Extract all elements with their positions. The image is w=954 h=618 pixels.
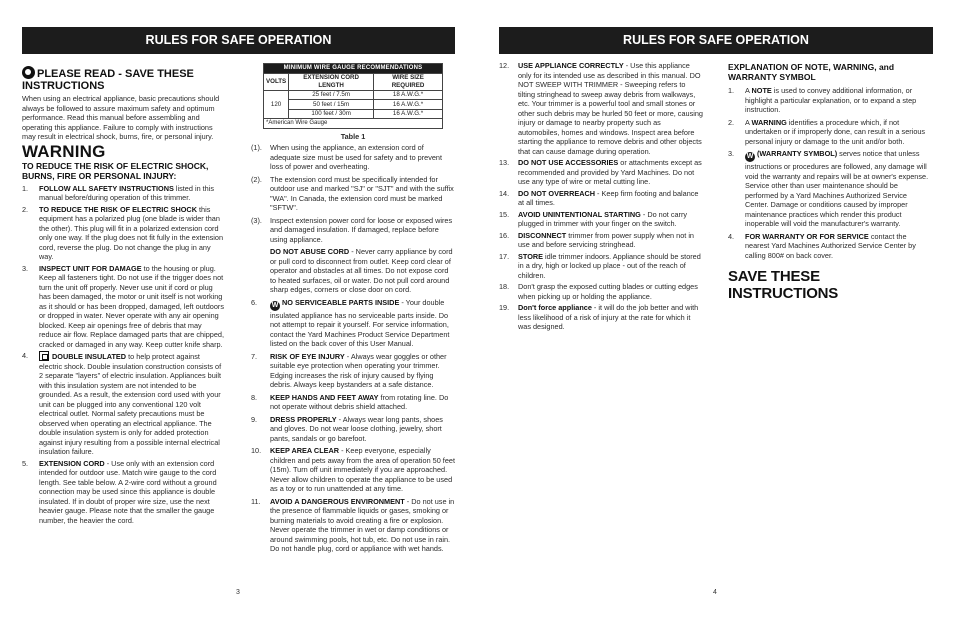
list-item: 1. FOLLOW ALL SAFETY INSTRUCTIONS listed in this manual before/during operation of this trimmer. (22, 183, 215, 202)
list-item: 13. DO NOT USE ACCESSORIES or attachments except as recommended and provided by Yard Machines. Do not use any type of wire or metal cutting line. (499, 158, 702, 186)
right-header: RULES FOR SAFE OPERATION (499, 27, 933, 54)
double-insulated-icon (39, 351, 49, 361)
list-item: 1. A NOTE is used to convey additional information, or highlight a particular explanation, or to expand a step instruction. (728, 86, 917, 114)
list-item: 2. TO REDUCE THE RISK OF ELECTRIC SHOCK this equipment has a polarized plug (one blade is wider than the other). This plug will fit in a polarized extension cord only one way. If the plug does not fit fully in the extension cord, reverse the plug. Do not change the plug in any way. (22, 204, 224, 261)
table-footnote: *American Wire Gauge (264, 119, 443, 129)
list-item: 14. DO NOT OVERREACH - Keep firm footing and balance at all times. (499, 188, 699, 207)
list-item: 6. W NO SERVICEABLE PARTS INSIDE - Your double insulated appliance has no serviceable parts inside. Do not attempt to repair it yourself. For service information, contact the Yard Machines Product Service Department listed on the back cover of this User Manual. (251, 297, 450, 348)
safety-alert-icon (22, 66, 35, 79)
page-number: 4 (713, 589, 717, 596)
save-instructions-title: SAVE THESE INSTRUCTIONS (728, 268, 839, 302)
left-col2 (251, 63, 455, 554)
list-item: 5. EXTENSION CORD - Use only with an extension cord intended for outdoor use. Match wire gauge to the cord length. See table below. A 2-wire cord without a ground connection may be used since this appliance is double insulated. If in doubt of proper wire size, use the next heavier gauge. Please note that the smaller the gauge number, the heavier the cord. (22, 458, 217, 525)
warranty-icon: W (271, 301, 279, 309)
list-item: 11. AVOID A DANGEROUS ENVIRONMENT - Do not use in the presence of flammable liquids or gases, smoking or burning materials to avoid creating a fire or explosion. Never operate the trimmer in wet or damp conditions or around swimming pools, hot tub, etc. Do not use in rain. Do not handle plug, cord or appliance with wet hands. (251, 496, 455, 553)
table-caption: Table 1 (340, 131, 366, 141)
list-item: 18. Don't grasp the exposed cutting blades or cutting edges when picking up or holding the appliance. (499, 282, 698, 301)
list-item: 8. KEEP HANDS AND FEET AWAY from rotating line. Do not operate without debris shield attached. (251, 392, 449, 411)
table-header-size: WIRE SIZE REQUIRED (374, 73, 443, 90)
table-header-length: EXTENSION CORD LENGTH (289, 73, 374, 90)
page-number: 3 (236, 589, 240, 596)
table-cell-volts: 120 (264, 90, 289, 119)
list-item: (1). When using the appliance, an extension cord of adequate size must be used for safety and to prevent loss of power and overheating. (251, 143, 442, 171)
intro-paragraph: When using an electrical appliance, basic precautions should always be followed to assure maximum safety and optimum performance. Read this manual before assembling and operating this appliance. Failure to comply with instructions may result in electrical shock, burns, fire, or personal injury. (22, 94, 220, 141)
table-header-volts: VOLTS (264, 73, 289, 90)
table-row: 50 feet / 15m 16 A.W.G.* (264, 100, 443, 110)
list-item: 17. STORE idle trimmer indoors. Appliance should be stored in a dry, high or locked up place - out of the reach of children. (499, 251, 701, 280)
list-item: 2. A WARNING identifies a procedure which, if not undertaken or if improperly done, can result in a serious personal injury or damage to the unit and/or both. (728, 117, 926, 146)
right-page (477, 0, 954, 618)
wire-gauge-table (263, 63, 443, 129)
list-item: 19. Don't force appliance - it will do the job better and with less likelihood of a risk of injury at the rate for which it was designed. (499, 303, 699, 331)
list-item: 16. DISCONNECT trimmer from power supply when not in use and before servicing stringhead. (499, 230, 694, 249)
right-col1 (499, 61, 703, 332)
list-item: (3). Inspect extension power cord for loose or exposed wires and damaged insulation. If damaged, replace before using appliance. (251, 215, 453, 244)
table-title: MINIMUM WIRE GAUGE RECOMMENDATIONS (264, 64, 443, 74)
table-row: 120 25 feet / 7.5m 18 A.W.G.* (264, 90, 443, 100)
left-header: RULES FOR SAFE OPERATION (22, 27, 455, 54)
table-row: 100 feet / 30m 16 A.W.G.* (264, 109, 443, 119)
warning-subheading: TO REDUCE THE RISK OF ELECTRIC SHOCK, BURNS, FIRE OR PERSONAL INJURY: (22, 160, 209, 181)
list-item: 3. INSPECT UNIT FOR DAMAGE to the housing or plug. Keep all fasteners tight. Do not use if the trigger does not turn the unit off properly. Never use unit if cord or plug has been damaged, the motor or unit itself is not working as it should or has been dropped, damaged, left outdoors or dropped in water. Never operate with any air opening blocked. Keep air openings free of debris that may reduce air flow. Replace damaged parts that are chipped, cracked or damaged in any way. Keep cutter knife sharp. (22, 263, 224, 349)
left-col1 (22, 66, 225, 525)
list-item: (2). The extension cord must be specifically intended for outdoor use and marked "SJ" or "SJT" and with the suffix "WA". In Canada, the extension cord must be marked "SFTW". (251, 174, 454, 212)
right-col2 (728, 62, 932, 302)
abuse-cord-paragraph: DO NOT ABUSE CORD - Never carry appliance by cord or pull cord to disconnect from outlet. Keep cord clear of operator and obstacles at all times. Do not expose cord to heated surfaces, oil or water. Do not pull cord around sharp edges, corners or close door on cord. (270, 247, 453, 294)
please-read-heading (22, 66, 225, 92)
please-read-title: PLEASE READ - SAVE THESE INSTRUCTIONS (22, 68, 194, 92)
list-item: 4. DOUBLE INSULATED to help protect against electric shock. Double insulation construction consists of 2 separate "layers" of electric insulation. Appliances built with this insulation system are not intended to be grounded. As a result, the extension cord used with your unit can be plugged into any conventional 120 volt electrical outlet. Normal safety precautions must be observed when operating an electrical appliance. The double insulation system is only for added protection against injury resulting from a possible internal electrical insulation failure. (22, 351, 222, 456)
warning-title: WARNING (22, 141, 106, 161)
list-item: 10. KEEP AREA CLEAR - Keep everyone, especially children and pets away from the area of operation 50 feet (15m). Turn off unit immediately if you are approached. Never allow children to operate the appliance to be used as a toy or to run unattended at any time. (251, 446, 455, 493)
warranty-icon: W (746, 153, 754, 160)
list-item: 9. DRESS PROPERLY - Always wear long pants, shoes and gloves. Do not wear loose clothing, jewelry, short pants, sandals or go barefoot. (251, 414, 443, 443)
wire-gauge-table-wrap (251, 63, 455, 141)
list-item: 15. AVOID UNINTENTIONAL STARTING - Do not carry plugged in trimmer with your finger on the switch. (499, 209, 688, 228)
list-item: 7. RISK OF EYE INJURY - Always wear goggles or other suitable eye protection when operating your trimmer. Edging increases the risk of injury caused by flying debris. Always keep bystanders at a safe distance. (251, 351, 447, 389)
list-item: 3. W (WARRANTY SYMBOL) serves notice that unless instructions or procedures are followed, any damage will void the warranty and repairs will be at owner's expense. Service other than user maintenance should be performed by a Yard Machines Authorized Service Center. Damage or conditions caused by improper maintenance practices which render this product inoperable will void the manufacturer's warranty. (728, 149, 929, 228)
list-item: 4. FOR WARRANTY OR FOR SERVICE contact the nearest Yard Machines Authorized Service Center by calling 800# on back cover. (728, 231, 916, 260)
explanation-heading: EXPLANATION OF NOTE, WARNING, and WARRANTY SYMBOL (728, 62, 895, 82)
list-item: 12. USE APPLIANCE CORRECTLY - Use this appliance only for its intended use as described in this manual. DO NOT SWEEP WITH TRIMMER - Sweeping refers to tilting stringhead to sweep away debris from walkways, etc. Your trimmer is a powerful tool and small stones or other such debris may be hurled 50 feet or more, causing injury or damage to nearby property such as automobiles, homes and windows. Inspect area before starting the appliance to remove debris and other objects that can cause damage during operation. (499, 61, 703, 156)
